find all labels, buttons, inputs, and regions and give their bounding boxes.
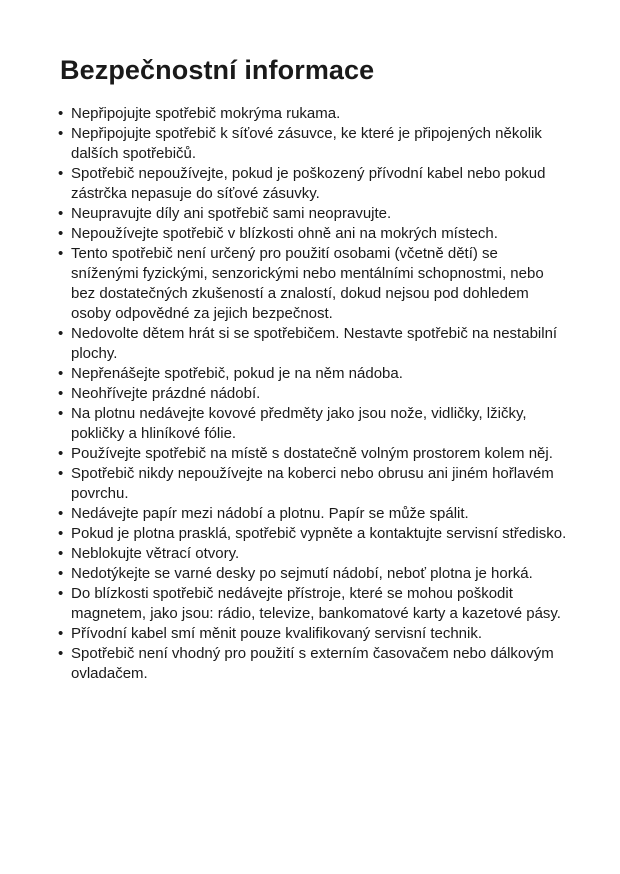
list-item-text: Tento spotřebič není určený pro použití osobami (včetně dětí) se sníženými fyzickými, senzorickými nebo mentálními schopnostmi, nebo bez dostatečných zkušeností a znalostí, dokud nejsou pod dohledem osoby odpovědné za jejich bezpečnost. — [71, 245, 544, 322]
list-item-text: Nepřenášejte spotřebič, pokud je na něm nádoba. — [71, 365, 403, 382]
list-item — [58, 404, 568, 444]
bullet-icon: • — [58, 165, 64, 182]
bullet-icon: • — [58, 625, 64, 642]
list-item — [58, 644, 568, 684]
list-item-text: Na plotnu nedávejte kovové předměty jako jsou nože, vidličky, lžičky, pokličky a hliníkové fólie. — [71, 405, 527, 442]
bullet-icon: • — [58, 405, 64, 422]
list-item — [58, 244, 568, 324]
bullet-icon: • — [58, 125, 64, 142]
bullet-icon: • — [58, 105, 64, 122]
list-item-text: Nedotýkejte se varné desky po sejmutí nádobí, neboť plotna je horká. — [71, 565, 533, 582]
bullet-icon: • — [58, 325, 64, 342]
list-item — [58, 164, 568, 204]
list-item — [58, 324, 568, 364]
bullet-icon: • — [58, 545, 64, 562]
list-item — [58, 624, 568, 644]
list-item — [58, 124, 568, 164]
bullet-icon: • — [58, 645, 64, 662]
bullet-icon: • — [58, 385, 64, 402]
list-item — [58, 384, 568, 404]
list-item-text: Spotřebič nepoužívejte, pokud je poškozený přívodní kabel nebo pokud zástrčka nepasuje do síťové zásuvky. — [71, 165, 546, 202]
list-item — [58, 544, 568, 564]
list-item-text: Spotřebič nikdy nepoužívejte na koberci nebo obrusu ani jiném hořlavém povrchu. — [71, 465, 554, 502]
list-item-text: Nedovolte dětem hrát si se spotřebičem. Nestavte spotřebič na nestabilní plochy. — [71, 325, 558, 362]
list-item-text: Neupravujte díly ani spotřebič sami neopravujte. — [71, 205, 392, 222]
bullet-icon: • — [58, 365, 64, 382]
safety-list — [58, 104, 568, 684]
list-item — [58, 104, 568, 124]
list-item — [58, 224, 568, 244]
bullet-icon: • — [58, 505, 64, 522]
list-item-text: Pokud je plotna prasklá, spotřebič vypněte a kontaktujte servisní středisko. — [71, 525, 567, 542]
list-item-text: Přívodní kabel smí měnit pouze kvalifikovaný servisní technik. — [71, 625, 483, 642]
list-item — [58, 444, 568, 464]
list-item-text: Nepřipojujte spotřebič mokrýma rukama. — [71, 105, 341, 122]
list-item — [58, 524, 568, 544]
bullet-icon: • — [58, 225, 64, 242]
list-item-text: Nepřipojujte spotřebič k síťové zásuvce, ke které je připojených několik dalších spotřebičů. — [71, 125, 542, 162]
list-item — [58, 564, 568, 584]
page-title: Bezpečnostní informace — [60, 55, 375, 85]
list-item-text: Nedávejte papír mezi nádobí a plotnu. Papír se může spálit. — [71, 505, 469, 522]
list-item-text: Neohřívejte prázdné nádobí. — [71, 385, 261, 402]
list-item — [58, 504, 568, 524]
bullet-icon: • — [58, 445, 64, 462]
list-item — [58, 464, 568, 504]
list-item-text: Do blízkosti spotřebič nedávejte přístroje, které se mohou poškodit magnetem, jako jsou: rádio, televize, bankomatové karty a kazetové pásy. — [71, 585, 561, 622]
list-item-text: Používejte spotřebič na místě s dostatečně volným prostorem kolem něj. — [71, 445, 553, 462]
list-item-text: Neblokujte větrací otvory. — [71, 545, 240, 562]
list-item — [58, 204, 568, 224]
bullet-icon: • — [58, 245, 64, 262]
bullet-icon: • — [58, 465, 64, 482]
bullet-icon: • — [58, 585, 64, 602]
list-item — [58, 364, 568, 384]
bullet-icon: • — [58, 565, 64, 582]
list-item-text: Spotřebič není vhodný pro použití s externím časovačem nebo dálkovým ovladačem. — [71, 645, 554, 682]
bullet-icon: • — [58, 525, 64, 542]
list-item — [58, 584, 568, 624]
bullet-icon: • — [58, 205, 64, 222]
list-item-text: Nepoužívejte spotřebič v blízkosti ohně ani na mokrých místech. — [71, 225, 498, 242]
